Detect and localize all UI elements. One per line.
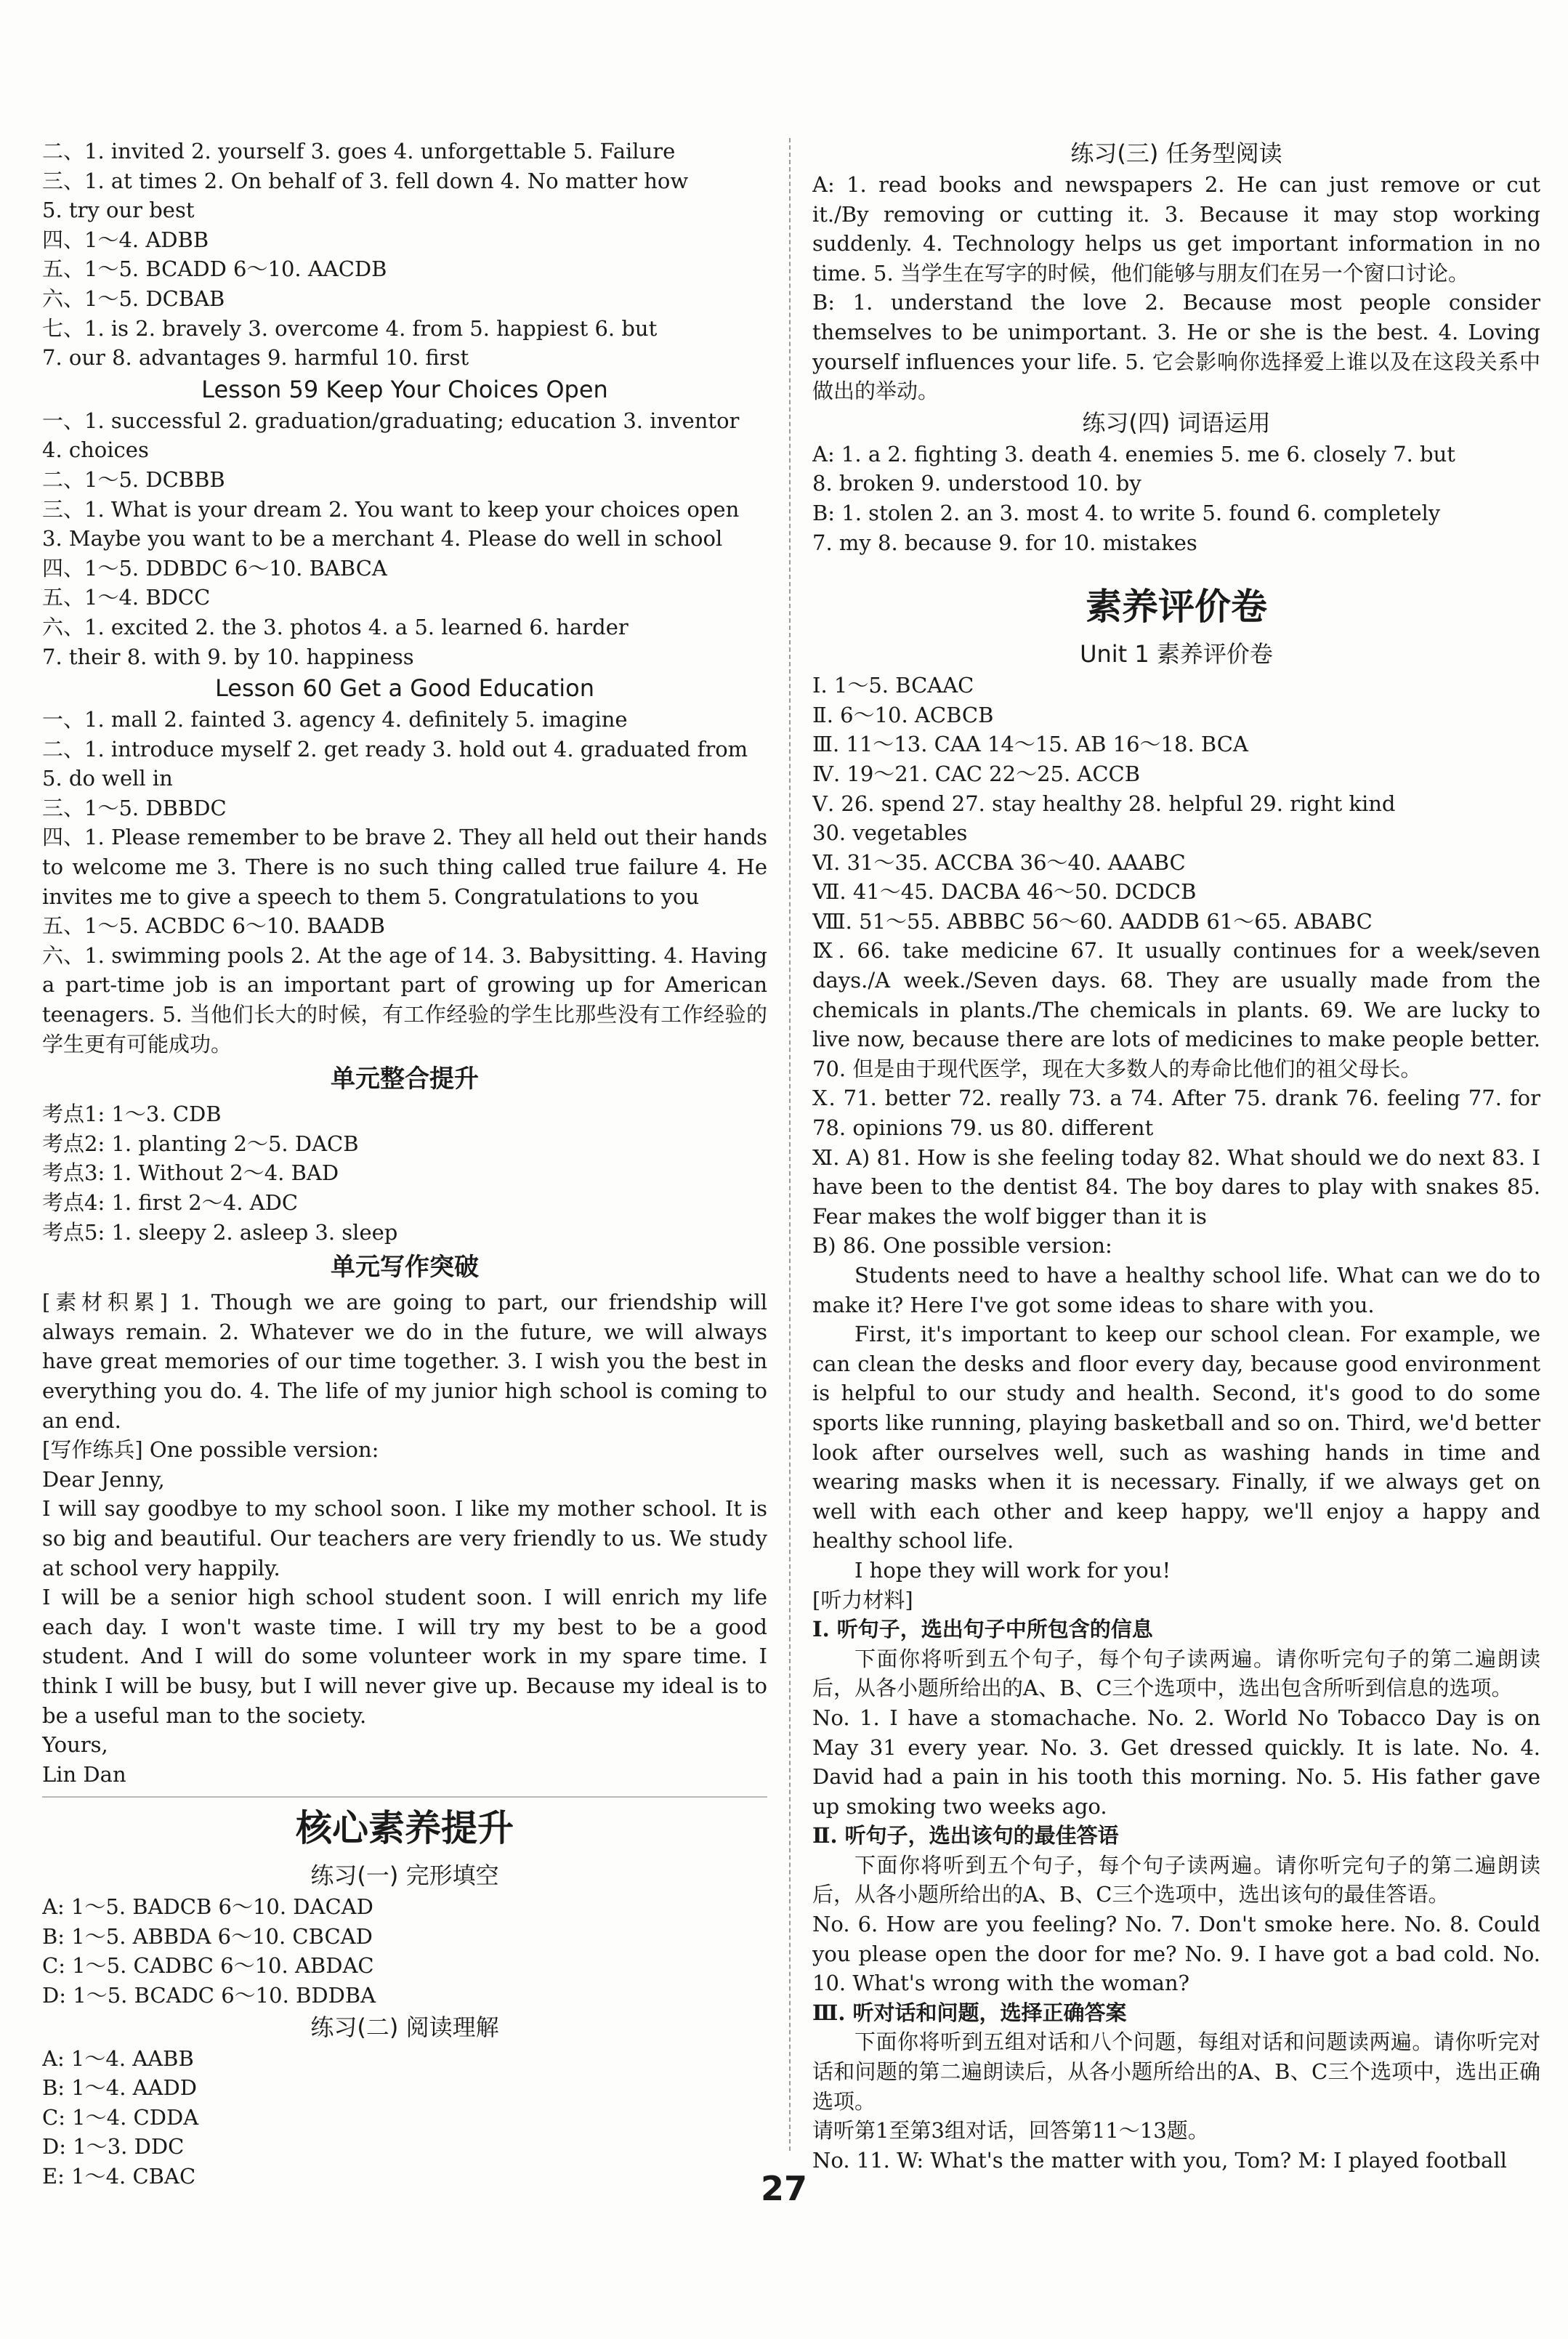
answer-line: Ⅶ. 41～45. DACBA 46～50. DCDCB — [812, 879, 1197, 905]
column-divider — [789, 138, 791, 2151]
answer-paragraph: A: 1. read books and newspapers 2. He can just remove or cut it./By removing or cutting it. 3. Because it may stop working suddenly. 4. Technology helps us get important information in no time. 5. 当学生在写字的时候，他们能够与朋友们在另一个窗口讨论。 — [812, 172, 1540, 286]
answer-line: Ⅴ. 26. spend 27. stay healthy 28. helpful 29. right kind — [812, 791, 1396, 816]
exercise-heading: 练习(一) 完形填空 — [310, 1862, 499, 1890]
answer-line: 四、1～5. DDBDC 6～10. BABCA — [42, 555, 387, 581]
answer-line: 三、1～5. DBBDC — [42, 795, 227, 820]
lesson-heading: Lesson 59 Keep Your Choices Open — [201, 375, 608, 403]
listening-material-label: [听力材料] — [812, 1587, 913, 1612]
answer-line: B: 1～5. ABBDA 6～10. CBCAD — [42, 1923, 373, 1949]
left-column — [42, 137, 767, 2191]
transcript-paragraph: No. 6. How are you feeling? No. 7. Don't smoke here. No. 8. Could you please open the door for me? No. 9. I have got a bad cold. No. 10. What's wrong with the woman? — [812, 1912, 1540, 1996]
answer-line: 一、1. successful 2. graduation/graduating; education 3. inventor — [42, 408, 740, 433]
answer-line: C: 1～5. CADBC 6～10. ABDAC — [42, 1953, 374, 1979]
answer-line: 一、1. mall 2. fainted 3. agency 4. definitely 5. imagine — [42, 707, 628, 732]
major-heading: 核心素养提升 — [42, 1796, 767, 1859]
answer-line: 3. Maybe you want to be a merchant 4. Please do well in school — [42, 526, 723, 552]
answer-line: 5. try our best — [42, 198, 195, 223]
answer-line: Ⅰ. 1～5. BCAAC — [812, 673, 974, 698]
answer-line: 三、1. at times 2. On behalf of 3. fell down 4. No matter how — [42, 168, 689, 193]
essay-paragraph: I hope they will work for you! — [854, 1557, 1171, 1583]
answer-line: E: 1～4. CBAC — [42, 2164, 196, 2189]
answer-line: 4. choices — [42, 437, 149, 463]
answer-line: Lin Dan — [42, 1761, 126, 1787]
answer-line: Ⅵ. 31～35. ACCBA 36～40. AAABC — [812, 849, 1186, 875]
answer-paragraph: [素材积累] 1. Though we are going to part, our friendship will always remain. 2. Whatever we do in the future, we will always have great memories of our time together. 3. I wish you the best in everything you do. 4. The life of my junior high school is coming to an end. — [42, 1290, 767, 1433]
answer-line: 请听第1至第3组对话，回答第11～13题。 — [812, 2118, 1209, 2144]
answer-line: A: 1～4. AABB — [42, 2045, 194, 2071]
major-heading: 素养评价卷 — [1086, 586, 1267, 629]
section-heading: 单元写作突破 — [331, 1253, 479, 1282]
listening-section-title: Ⅲ. 听对话和问题，选择正确答案 — [812, 2000, 1127, 2025]
instructions-paragraph: 下面你将听到五个句子，每个句子读两遍。请你听完句子的第二遍朗读后，从各小题所给出的A、B、C三个选项中，选出该句的最佳答语。 — [812, 1852, 1540, 1907]
answer-line: 7. our 8. advantages 9. harmful 10. first — [42, 345, 469, 371]
answer-paragraph: Ⅹ. 71. better 72. really 73. a 74. After 75. drank 76. feeling 77. for 78. opinions 79. us 80. different — [812, 1086, 1540, 1141]
answer-paragraph: Ⅺ. A) 81. How is she feeling today 82. What should we do next 83. I have been to the dentist 84. The boy dares to play with snakes 85. Fear makes the wolf bigger than it is — [812, 1144, 1540, 1229]
answer-line: C: 1～4. CDDA — [42, 2104, 199, 2130]
page-number: 27 — [760, 2169, 807, 2208]
essay-paragraph: Students need to have a healthy school life. What can we do to make it? Here I've got some ideas to share with you. — [812, 1263, 1540, 1317]
section-heading: 单元整合提升 — [331, 1065, 479, 1094]
answer-line: 五、1～4. BDCC — [42, 585, 211, 610]
answer-paragraph: Ⅸ. 66. take medicine 67. It usually continues for a week/seven days./A week./Seven days. 68. They are usually made from the chemicals in plants./The chemicals in plants. 69. We are lucky to live now, because there are lots of medicines to make people better. 70. 但是由于现代医学，现在大多数人的寿命比他们的祖父母长。 — [812, 938, 1540, 1081]
unit-heading: Unit 1 素养评价卷 — [1080, 640, 1273, 668]
answer-line: 考点3: 1. Without 2～4. BAD — [42, 1160, 339, 1186]
answer-paragraph: B: 1. understand the love 2. Because most people consider themselves to be unimportant. 3. He or she is the best. 4. Loving yourself influences your life. 5. 它会影响你选择爱上谁以及在这段关系中做出的举动。 — [812, 290, 1540, 404]
listening-section-title: Ⅱ. 听句子，选出该句的最佳答语 — [812, 1823, 1119, 1849]
essay-paragraph: First, it's important to keep our school clean. For example, we can clean the desks and floor every day, because good environment is helpful to our study and health. Second, it's good to do some sports like running, playing basketball and so on. Third, we'd better look after ourselves well, such as washing hands in time and wearing masks when it is necessary. Finally, if we always get on well with each other and keep happy, we'll enjoy a happy and healthy school life. — [812, 1322, 1540, 1554]
answer-line: 六、1. excited 2. the 3. photos 4. a 5. learned 6. harder — [42, 614, 629, 639]
answer-line: 7. my 8. because 9. for 10. mistakes — [812, 530, 1197, 555]
answer-line: No. 11. W: What's the matter with you, Tom? M: I played football — [812, 2147, 1507, 2173]
exercise-heading: 练习(四) 词语运用 — [1082, 408, 1271, 437]
answer-line: 五、1～5. BCADD 6～10. AACDB — [42, 256, 387, 282]
answer-line: Ⅳ. 19～21. CAC 22～25. ACCB — [812, 761, 1141, 786]
answer-line: 三、1. What is your dream 2. You want to keep your choices open — [42, 496, 740, 522]
answer-line: 7. their 8. with 9. by 10. happiness — [42, 644, 414, 669]
answer-paragraph: I will be a senior high school student soon. I will enrich my life each day. I won't waste time. I will try my best to be a good student. And I will do some volunteer work in my spare time. I think I will be busy, but I will never give up. Because my ideal is to be a useful man to the society. — [42, 1585, 767, 1728]
answer-paragraph: I will say goodbye to my school soon. I like my mother school. It is so big and beautiful. Our teachers are very friendly to us. We study at school very happily. — [42, 1496, 767, 1580]
answer-line: 考点5: 1. sleepy 2. asleep 3. sleep — [42, 1219, 398, 1245]
listening-section-title: Ⅰ. 听句子，选出句子中所包含的信息 — [812, 1617, 1153, 1642]
answer-line: 七、1. is 2. bravely 3. overcome 4. from 5. happiest 6. but — [42, 315, 658, 341]
answer-line: A: 1～5. BADCB 6～10. DACAD — [42, 1894, 373, 1920]
instructions-paragraph: 下面你将听到五组对话和八个问题，每组对话和问题读两遍。请你听完对话和问题的第二遍朗读后，从各小题所给出的A、B、C三个选项中，选出正确选项。 — [812, 2029, 1540, 2114]
lesson-heading: Lesson 60 Get a Good Education — [215, 674, 594, 703]
answer-line: B) 86. One possible version: — [812, 1233, 1112, 1259]
answer-paragraph: 六、1. swimming pools 2. At the age of 14. 3. Babysitting. 4. Having a part-time job is an important part of growing up for American teenagers. 5. 当他们长大的时候，有工作经验的学生比那些没有工作经验的学生更有可能成功。 — [42, 942, 767, 1057]
answer-line: Dear Jenny, — [42, 1466, 165, 1492]
answer-line: B: 1. stolen 2. an 3. most 4. to write 5. found 6. completely — [812, 500, 1441, 525]
answer-line: 考点1: 1～3. CDB — [42, 1102, 222, 1127]
answer-line: 五、1～5. ACBDC 6～10. BAADB — [42, 913, 385, 939]
answer-line: 考点4: 1. first 2～4. ADC — [42, 1190, 299, 1215]
exercise-heading: 练习(二) 阅读理解 — [310, 2013, 499, 2041]
answer-line: A: 1. a 2. fighting 3. death 4. enemies 5. me 6. closely 7. but — [812, 441, 1455, 466]
answer-paragraph: 四、1. Please remember to be brave 2. They all held out their hands to welcome me 3. There is no such thing called true failure 4. He invites me to give a speech to them 5. Congratulations to you — [42, 825, 767, 909]
answer-line: 六、1～5. DCBAB — [42, 286, 225, 311]
answer-line: 考点2: 1. planting 2～5. DACB — [42, 1131, 359, 1156]
answer-line: D: 1～3. DDC — [42, 2134, 185, 2160]
answer-line: 二、1. introduce myself 2. get ready 3. hold out 4. graduated from — [42, 736, 748, 762]
answer-line: 二、1～5. DCBBB — [42, 466, 225, 492]
answer-line: Ⅲ. 11～13. CAA 14～15. AB 16～18. BCA — [812, 732, 1248, 757]
answer-line: Ⅷ. 51～55. ABBBC 56～60. AADDB 61～65. ABABC — [812, 908, 1373, 934]
exercise-heading: 练习(三) 任务型阅读 — [1070, 140, 1282, 167]
answer-line: B: 1～4. AADD — [42, 2075, 198, 2101]
answer-line: 二、1. invited 2. yourself 3. goes 4. unforgettable 5. Failure — [42, 139, 676, 163]
transcript-paragraph: No. 1. I have a stomachache. No. 2. World No Tobacco Day is on May 31 every year. No. 3. Get dressed quickly. It is late. No. 4. David had a pain in his tooth this morning. No. 5. His father gave up smoking two weeks ago. — [812, 1705, 1540, 1819]
answer-line: [写作练兵] One possible version: — [42, 1437, 379, 1463]
instructions-paragraph: 下面你将听到五个句子，每个句子读两遍。请你听完句子的第二遍朗读后，从各小题所给出的A、B、C三个选项中，选出包含所听到信息的选项。 — [812, 1646, 1540, 1701]
answer-line: Ⅱ. 6～10. ACBCB — [812, 702, 994, 727]
answer-line: D: 1～5. BCADC 6～10. BDDBA — [42, 1983, 376, 2008]
answer-line: 5. do well in — [42, 766, 173, 791]
answer-line: 四、1～4. ADBB — [42, 227, 209, 252]
right-column — [812, 137, 1540, 2175]
answer-line: 30. vegetables — [812, 820, 968, 846]
answer-line: Yours, — [42, 1732, 108, 1758]
answer-line: 8. broken 9. understood 10. by — [812, 471, 1141, 496]
